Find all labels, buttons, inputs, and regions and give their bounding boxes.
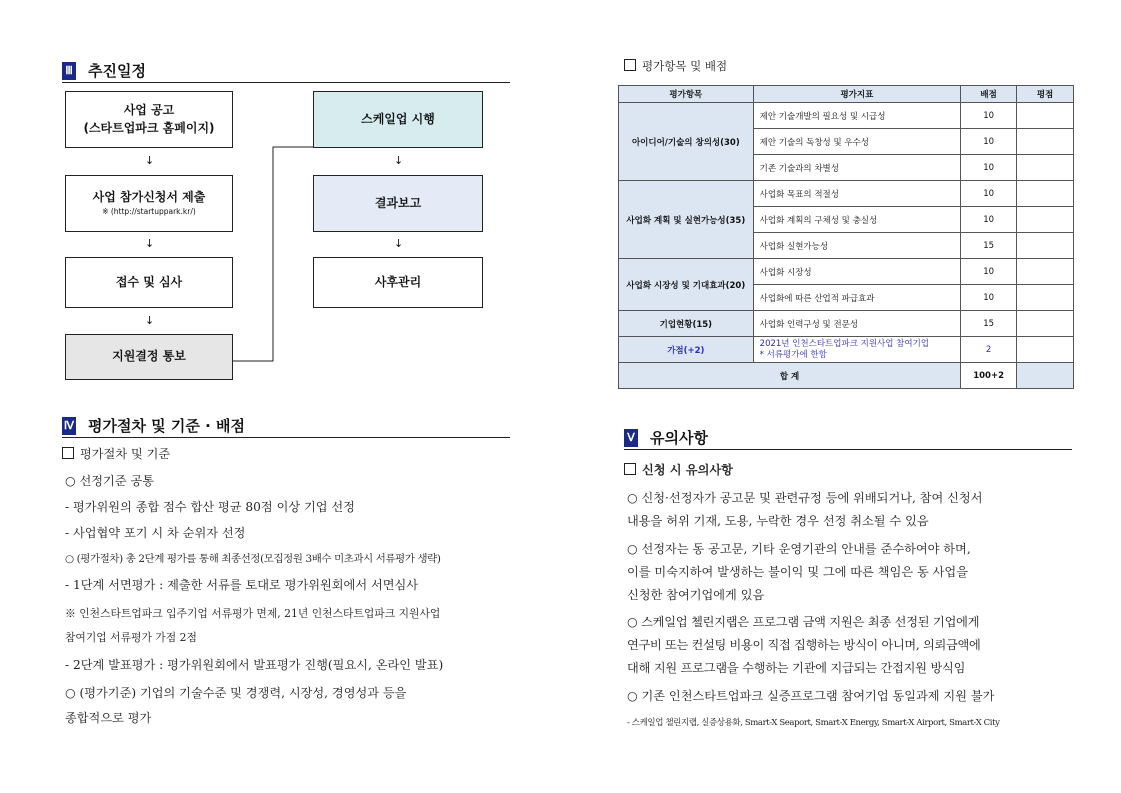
indicator-cell: 사업화 목표의 적절성: [753, 181, 960, 207]
section-divider: [62, 82, 510, 83]
body-line: 이를 미숙지하여 발생하는 불이익 및 그에 따른 책임은 동 사업을: [627, 565, 968, 579]
down-arrow-icon: ↓: [145, 154, 155, 167]
body-line: 신청한 참여기업에게 있음: [627, 588, 765, 602]
body-line: ○ (평가기준) 기업의 기술수준 및 경쟁력, 시장성, 경영성과 등을: [65, 686, 407, 700]
table-header-cell: 평가지표: [753, 86, 960, 103]
body-line: ○ 선정자는 동 공고문, 기타 운영기관의 안내를 준수하여야 하며,: [627, 542, 971, 556]
bonus-row: [619, 337, 1074, 363]
subsection-heading-text: 신청 시 유의사항: [642, 463, 733, 477]
section-number-badge: Ⅲ: [62, 62, 76, 80]
body-line: ○ 신청·선정자가 공고문 및 관련규정 등에 위배되거나, 참여 신청서: [627, 491, 983, 505]
section-title: 평가절차 및 기준 · 배점: [88, 417, 245, 435]
section-4-header: [62, 415, 245, 436]
total-label-cell: 합 계: [619, 363, 961, 389]
rating-cell[interactable]: [1017, 337, 1074, 363]
body-line: 대해 지원 프로그램을 수행하는 기관에 지급되는 간접지원 방식임: [627, 661, 966, 675]
section-divider: [624, 449, 1072, 450]
flow-step-label: 결과보고: [374, 195, 422, 210]
category-cell: 가점(+2): [619, 337, 754, 363]
flow-step-label: 사업 참가신청서 제출: [92, 190, 206, 205]
rating-cell[interactable]: [1017, 103, 1074, 129]
down-arrow-icon: ↓: [394, 237, 404, 250]
score-cell: 10: [961, 181, 1017, 207]
indicator-cell: 제안 기술의 독창성 및 우수성: [753, 129, 960, 155]
body-line: ○ 스케일업 첼린지랩은 프로그램 금액 지원은 최종 선정된 기업에게: [627, 615, 980, 629]
score-cell: 10: [961, 259, 1017, 285]
body-line: - 2단계 발표평가 : 평가위원회에서 발표평가 진행(필요시, 온라인 발표): [65, 658, 444, 672]
subsection-heading-text: 평가절차 및 기준: [80, 447, 171, 461]
section-title: 유의사항: [650, 429, 708, 447]
indicator-cell: 사업화 시장성: [753, 259, 960, 285]
down-arrow-icon: ↓: [145, 237, 155, 250]
score-cell: 10: [961, 285, 1017, 311]
score-cell: 10: [961, 103, 1017, 129]
score-cell: 10: [961, 155, 1017, 181]
body-line: 종합적으로 평가: [65, 711, 152, 725]
score-cell: 10: [961, 129, 1017, 155]
checkbox-square-icon: [62, 447, 74, 459]
down-arrow-icon: ↓: [145, 314, 155, 327]
indicator-cell: 사업화 실현가능성: [753, 233, 960, 259]
section-title: 추진일정: [88, 62, 146, 80]
flow-step-note: ※ (http://startuppark.kr/): [102, 206, 196, 216]
section-number-badge: Ⅳ: [62, 417, 76, 435]
checkbox-square-icon: [624, 463, 636, 475]
table-caption: [624, 58, 727, 74]
score-cell: 15: [961, 233, 1017, 259]
flow-step-label: 접수 및 심사: [115, 274, 183, 289]
table-header-cell: 평점: [1017, 86, 1074, 103]
total-score-cell: 100+2: [961, 363, 1017, 389]
flow-step-sublabel: (스타트업파크 홈페이지): [83, 120, 215, 135]
flow-step-notification: [65, 334, 233, 380]
body-line: ○ 기존 인천스타트업파크 실증프로그램 참여기업 동일과제 지원 불가: [627, 689, 995, 703]
category-cell: 사업화 시장성 및 기대효과(20): [619, 259, 754, 311]
indicator-cell: 사업화 인력구성 및 전문성: [753, 311, 960, 337]
score-cell: 10: [961, 207, 1017, 233]
indicator-cell: 기존 기술과의 차별성: [753, 155, 960, 181]
note-line: 참여기업 서류평가 가점 2점: [65, 631, 197, 644]
rating-cell[interactable]: [1017, 285, 1074, 311]
category-cell: 기업현황(15): [619, 311, 754, 337]
indicator-cell: 사업화 계획의 구체성 및 충실성: [753, 207, 960, 233]
flow-step-report: [313, 175, 483, 232]
flow-step-label: 스케일업 시행: [361, 111, 435, 126]
indicator-line: 2021년 인천스타트업파크 지원사업 참여기업: [759, 338, 929, 349]
total-rating-cell[interactable]: [1017, 363, 1074, 389]
flow-step-review: [65, 257, 233, 308]
flow-step-label: 지원결정 통보: [112, 349, 186, 364]
body-line: - 1단계 서면평가 : 제출한 서류를 토대로 평가위원회에서 서면심사: [65, 578, 419, 592]
checkbox-square-icon: [624, 59, 636, 71]
subsection-heading: [62, 445, 170, 462]
body-line: 연구비 또는 컨설팅 비용이 직접 집행하는 방식이 아니며, 의뢰금액에: [627, 638, 981, 652]
table-row: [619, 259, 1074, 285]
subsection-heading: [624, 461, 733, 478]
flow-step-scaleup: [313, 91, 483, 148]
section-5-header: [624, 427, 708, 448]
table-row: [619, 181, 1074, 207]
evaluation-table: [618, 85, 1074, 389]
body-line: - 평가위원의 종합 점수 합산 평균 80점 이상 기업 선정: [65, 500, 355, 514]
down-arrow-icon: ↓: [394, 154, 404, 167]
body-line: ○ (평가절차) 총 2단계 평가를 통해 최종선정(모집정원 3배수 미초과시 서류평가 생략): [65, 553, 441, 565]
indicator-line: * 서류평가에 한함: [759, 349, 827, 360]
body-line: - 사업협약 포기 시 차 순위자 선정: [65, 526, 246, 540]
flow-step-followup: [313, 257, 483, 308]
total-row: [619, 363, 1074, 389]
rating-cell[interactable]: [1017, 129, 1074, 155]
flow-connector: [230, 140, 320, 370]
body-line: ○ 선정기준 공통: [65, 474, 155, 488]
flow-step-announcement: [65, 91, 233, 148]
rating-cell[interactable]: [1017, 207, 1074, 233]
indicator-cell: [753, 337, 960, 363]
score-cell: 15: [961, 311, 1017, 337]
rating-cell[interactable]: [1017, 181, 1074, 207]
section-3-header: [62, 60, 146, 81]
table-caption-text: 평가항목 및 배점: [642, 59, 728, 73]
indicator-cell: 제안 기술개발의 필요성 및 시급성: [753, 103, 960, 129]
table-header-row: [619, 86, 1074, 103]
rating-cell[interactable]: [1017, 233, 1074, 259]
flow-step-label: 사후관리: [374, 274, 422, 289]
section-divider: [62, 437, 510, 438]
score-cell: 2: [961, 337, 1017, 363]
category-cell: 아이디어/기술의 창의성(30): [619, 103, 754, 181]
category-cell: 사업화 계획 및 실현가능성(35): [619, 181, 754, 259]
table-header-cell: 배점: [961, 86, 1017, 103]
section-number-badge: Ⅴ: [624, 429, 638, 447]
flow-step-label: 사업 공고: [123, 103, 175, 118]
flow-step-application: [65, 175, 233, 232]
indicator-cell: 사업화에 따른 산업적 파급효과: [753, 285, 960, 311]
table-row: [619, 311, 1074, 337]
rating-cell[interactable]: [1017, 311, 1074, 337]
note-line: ※ 인천스타트업파크 입주기업 서류평가 면제, 21년 인천스타트업파크 지원사업: [65, 607, 441, 620]
body-line: 내용을 허위 기재, 도용, 누락한 경우 선정 취소될 수 있음: [627, 514, 929, 528]
rating-cell[interactable]: [1017, 259, 1074, 285]
footnote-line: - 스케일업 챌린지랩, 실증상용화, Smart-X Seaport, Smart-X Energy, Smart-X Airport, Smart-X City: [627, 718, 1000, 728]
rating-cell[interactable]: [1017, 155, 1074, 181]
table-header-cell: 평가항목: [619, 86, 754, 103]
table-row: [619, 103, 1074, 129]
